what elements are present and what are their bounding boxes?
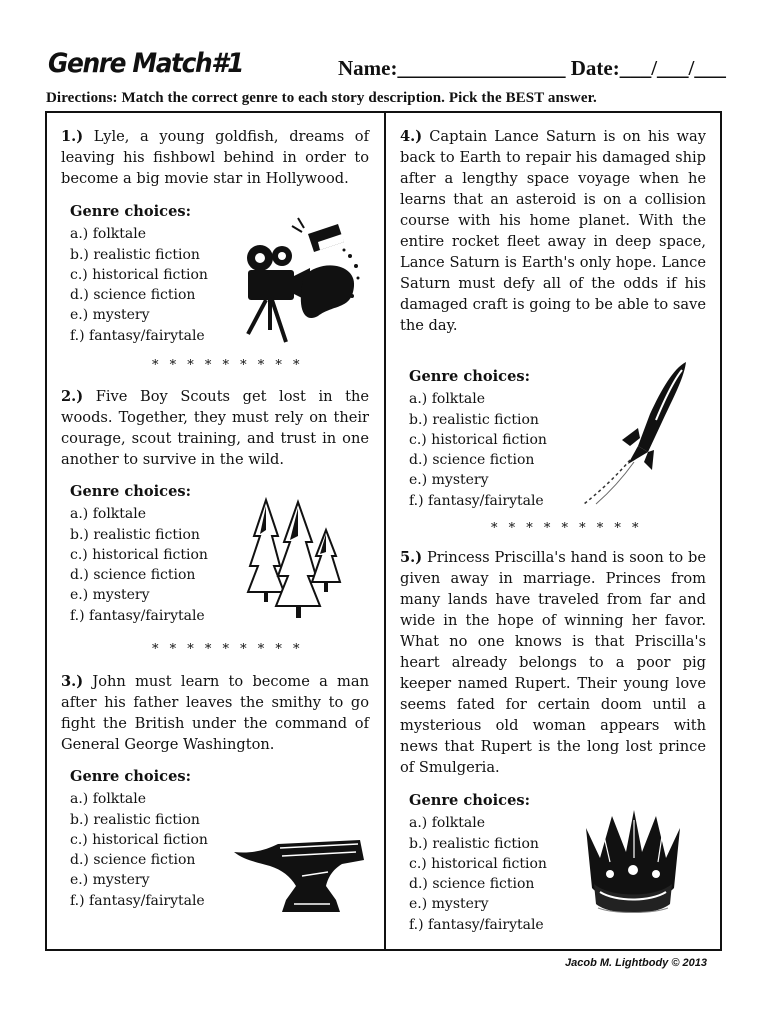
choice-d: d.) science fiction	[70, 852, 196, 869]
choices-heading: Genre choices:	[70, 483, 191, 500]
choices-heading: Genre choices:	[409, 792, 530, 809]
choice-e: e.) mystery	[70, 872, 150, 889]
choice-f: f.) fantasy/fairytale	[70, 892, 205, 909]
column-divider	[384, 111, 386, 951]
question-text: Princess Priscilla's hand is soon to be given away in marriage. Princes from many lands have traveled from far and wide in the hope of winning her favor. What no one knows is that Priscilla's heart already belongs to a poor pig keeper named Rupert. Their young love seems fated for certain doom until a mysterious old woman appears with news that Rupert is the long lost prince of Smulgeria.	[400, 549, 706, 776]
choice-c: c.) historical fiction	[70, 831, 208, 848]
question-number: 4.)	[400, 128, 423, 145]
choice-a: a.) folktale	[70, 506, 147, 523]
rocket-icon	[578, 358, 694, 508]
question-4	[400, 126, 706, 336]
choices-heading: Genre choices:	[70, 768, 191, 785]
question-number: 1.)	[61, 128, 84, 145]
choice-c: c.) historical fiction	[409, 855, 547, 872]
choice-c: c.) historical fiction	[70, 546, 208, 563]
separator: * * * * * * * * *	[152, 358, 304, 373]
choice-b: b.) realistic fiction	[70, 246, 200, 263]
choices-3	[70, 767, 208, 911]
choice-d: d.) science fiction	[409, 876, 535, 893]
choice-a: a.) folktale	[70, 226, 147, 243]
question-text: Five Boy Scouts get lost in the woods. Together, they must rely on their courage, scout training, and trust in one another to survive in the wild.	[61, 388, 370, 468]
choice-c: c.) historical fiction	[70, 266, 208, 283]
choice-d: d.) science fiction	[70, 287, 196, 304]
directions: Directions: Match the correct genre to each story description. Pick the BEST answer.	[46, 90, 597, 106]
choice-a: a.) folktale	[409, 391, 486, 408]
choice-d: d.) science fiction	[70, 567, 196, 584]
choices-2	[70, 482, 208, 626]
choice-b: b.) realistic fiction	[70, 811, 200, 828]
choices-5	[409, 791, 547, 935]
choice-c: c.) historical fiction	[409, 431, 547, 448]
question-3	[61, 671, 369, 755]
copyright-credit: Jacob M. Lightbody © 2013	[565, 957, 707, 969]
choice-e: e.) mystery	[409, 472, 489, 489]
pine-trees-icon	[246, 496, 342, 620]
choices-4	[409, 367, 547, 511]
question-text: Captain Lance Saturn is on his way back to Earth to repair his damaged ship after a lengthy space voyage when he learns that an asteroid is on a collision course with his home planet. With the entire rocket fleet away in deep space, Lance Saturn is Earth's only hope. Lance Saturn must defy all of the odds if his damaged craft is going to be able to save the day.	[400, 128, 706, 334]
movie-camera-icon	[238, 212, 362, 346]
choice-d: d.) science fiction	[409, 452, 535, 469]
question-number: 3.)	[61, 673, 84, 690]
question-2	[61, 386, 369, 470]
crown-icon	[580, 808, 686, 918]
choice-b: b.) realistic fiction	[70, 526, 200, 543]
choices-heading: Genre choices:	[409, 368, 530, 385]
anvil-icon	[232, 826, 372, 916]
separator: * * * * * * * * *	[152, 642, 304, 657]
choice-f: f.) fantasy/fairytale	[409, 492, 544, 509]
worksheet-title: Genre Match#1	[48, 48, 244, 79]
question-5	[400, 547, 706, 778]
choice-e: e.) mystery	[409, 896, 489, 913]
choice-a: a.) folktale	[409, 815, 486, 832]
question-text: John must learn to become a man after his father leaves the smithy to go fight the British under the command of General George Washington.	[61, 673, 369, 753]
choice-a: a.) folktale	[70, 791, 147, 808]
choice-b: b.) realistic fiction	[409, 411, 539, 428]
choice-f: f.) fantasy/fairytale	[409, 916, 544, 933]
choice-e: e.) mystery	[70, 307, 150, 324]
question-number: 2.)	[61, 388, 84, 405]
separator: * * * * * * * * *	[491, 521, 643, 536]
choice-f: f.) fantasy/fairytale	[70, 327, 205, 344]
question-text: Lyle, a young goldfish, dreams of leaving his fishbowl behind in order to become a big movie star in Hollywood.	[61, 128, 369, 187]
choice-b: b.) realistic fiction	[409, 835, 539, 852]
choices-heading: Genre choices:	[70, 203, 191, 220]
name-date-line: Name:________________ Date:___/___/___	[338, 56, 726, 80]
question-number: 5.)	[400, 549, 423, 566]
choices-1	[70, 202, 208, 346]
choice-f: f.) fantasy/fairytale	[70, 607, 205, 624]
question-1	[61, 126, 369, 189]
choice-e: e.) mystery	[70, 587, 150, 604]
